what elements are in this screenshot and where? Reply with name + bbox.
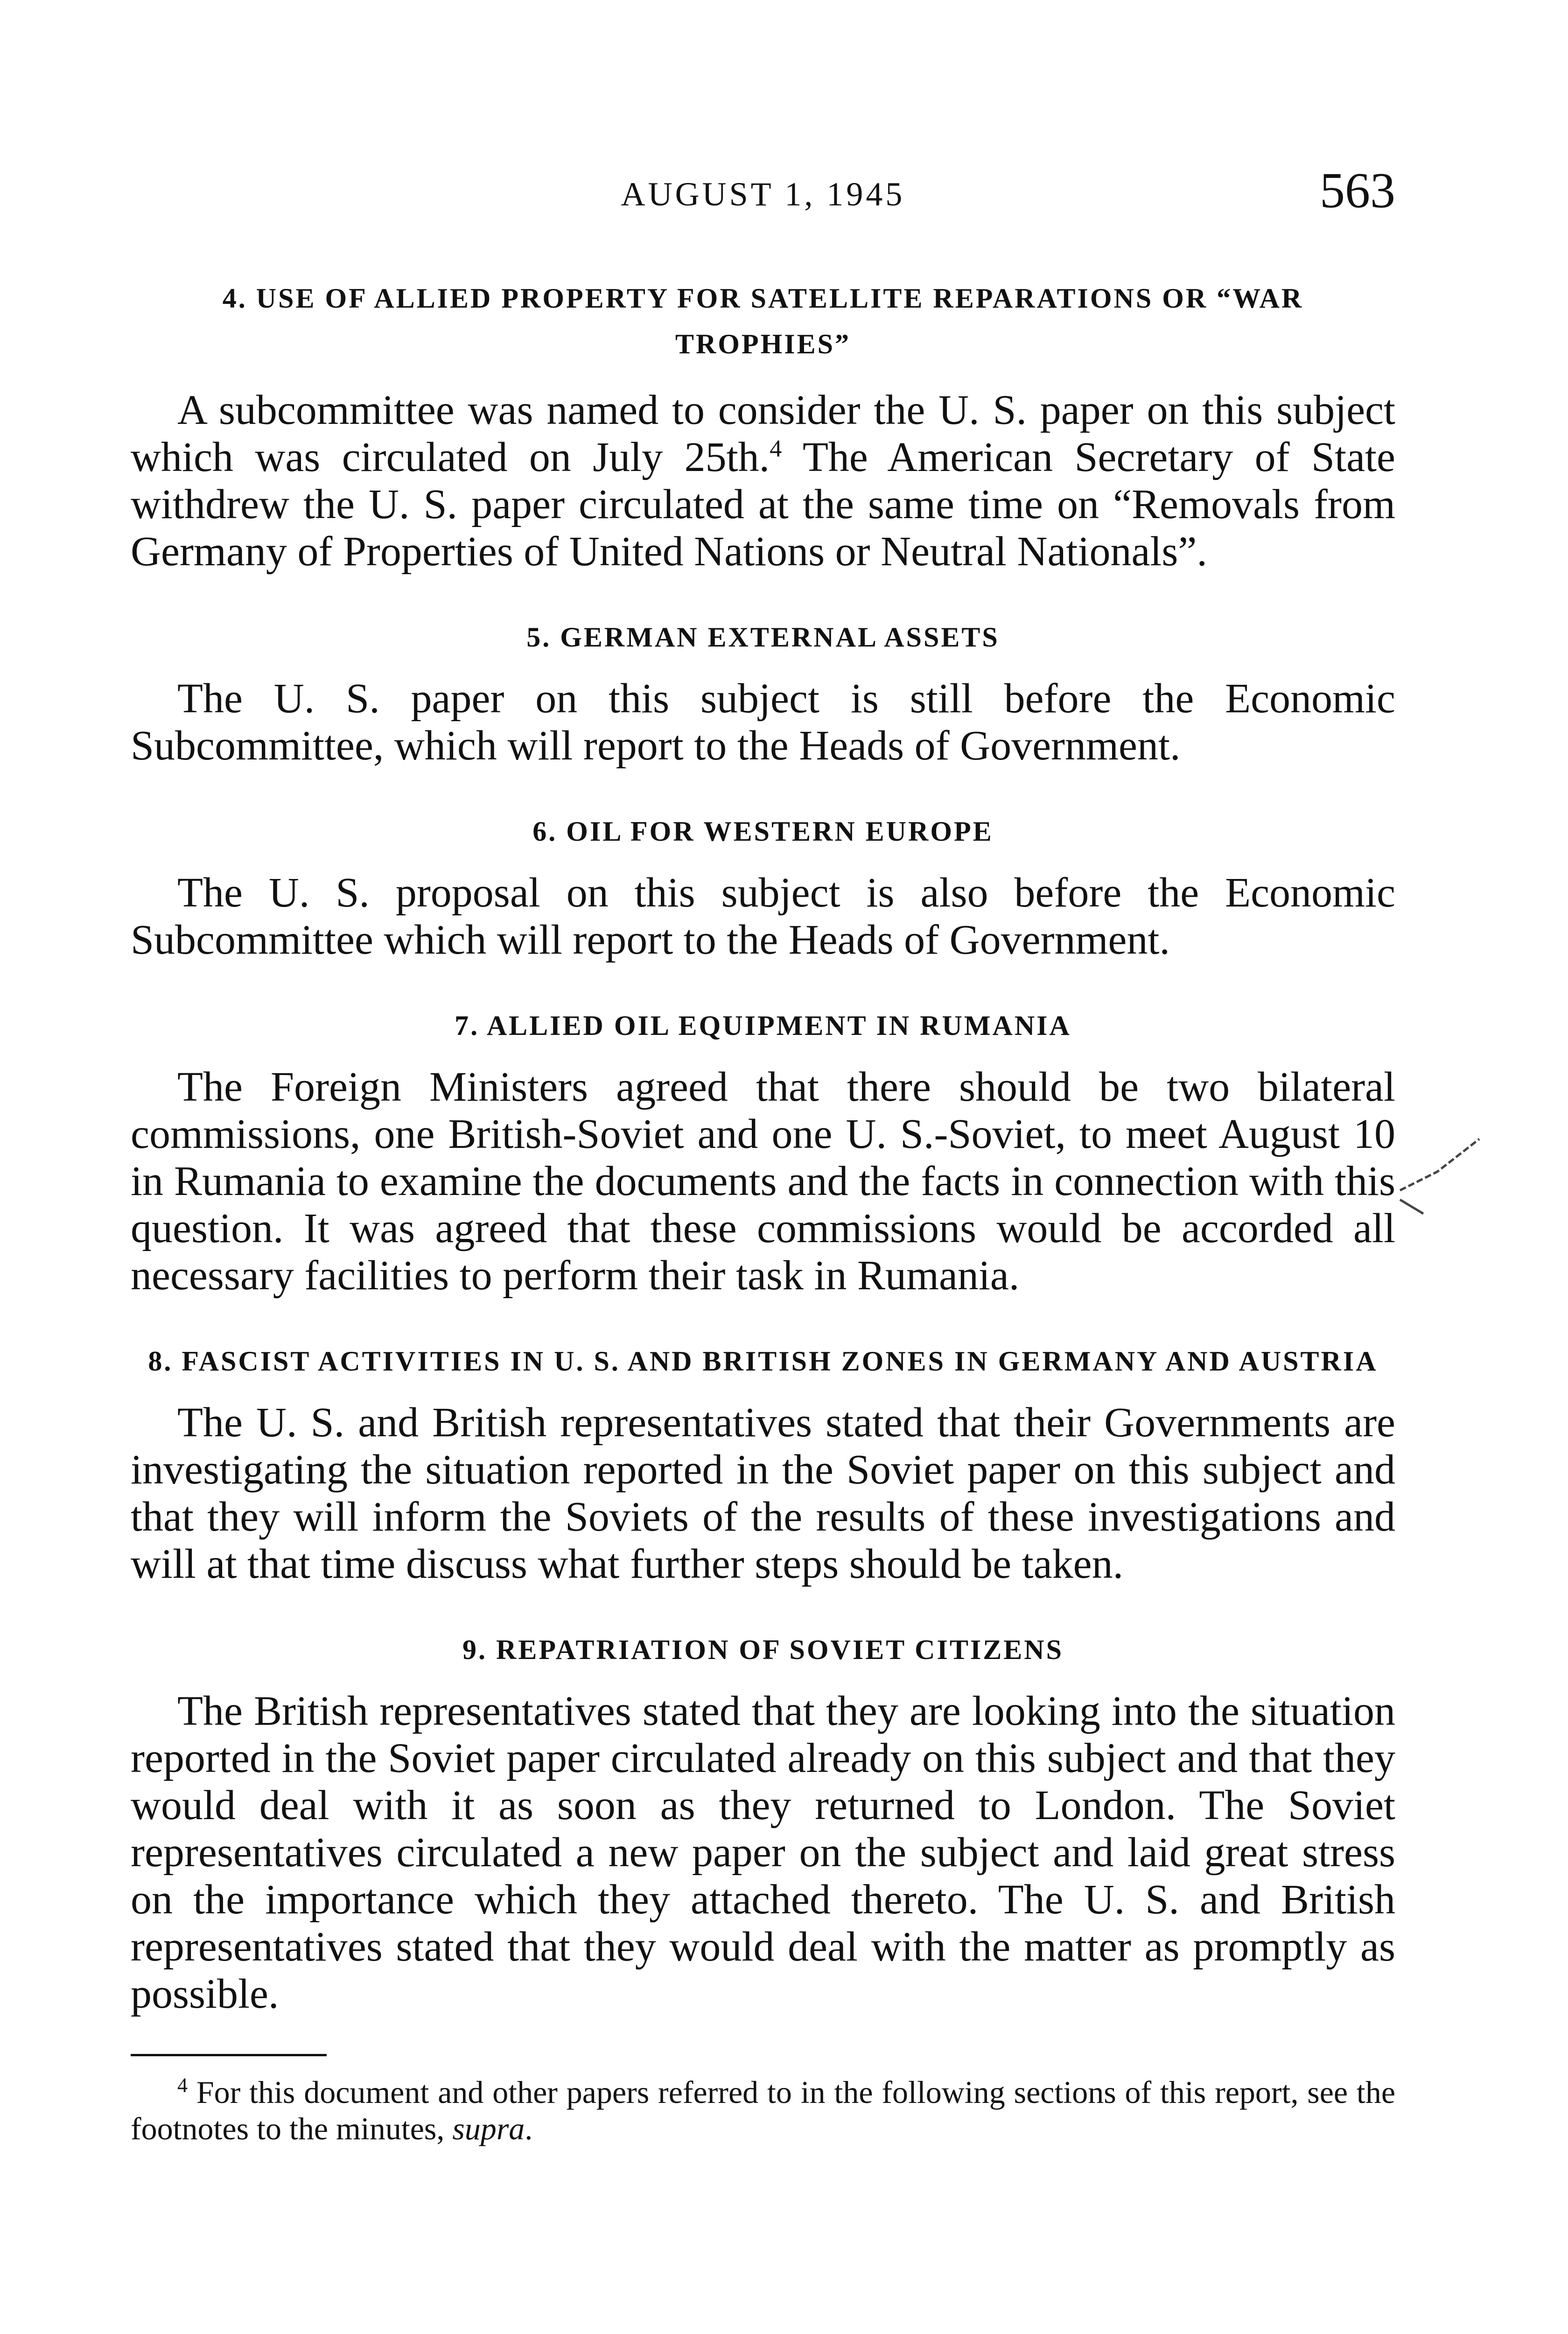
section-paragraph-8: The U. S. and British representatives stated that their Governments are investigating the situation reported in the Soviet paper on this subject and that they will inform the Soviets of the results of these investigations and will at that time discuss what further steps should be taken. — [131, 1399, 1395, 1587]
footnote-rule — [131, 2054, 327, 2056]
footnote-end: . — [525, 2111, 533, 2146]
pencil-margin-mark — [1395, 1130, 1489, 1232]
section-heading-8: 8. FASCIST ACTIVITIES IN U. S. AND BRITISH ZONES IN GERMANY AND AUSTRIA — [148, 1346, 1378, 1377]
footnote-italic: supra — [452, 2111, 525, 2146]
section-4-text-part-2: The American Secretary of State withdrew the U. S. paper circulated at the same time on “Removals from Germany of Properties of United Nations or Neutral Nationals”. — [131, 434, 1396, 575]
section-heading-7: 7. ALLIED OIL EQUIPMENT IN RUMANIA — [455, 1010, 1071, 1041]
pencil-stroke-upper — [1400, 1139, 1479, 1190]
running-head-date: AUGUST 1, 1945 — [621, 176, 905, 213]
section-heading-9: 9. REPATRIATION OF SOVIET CITIZENS — [462, 1634, 1064, 1665]
section-paragraph-4 — [131, 387, 1395, 575]
section-heading-5: 5. GERMAN EXTERNAL ASSETS — [526, 622, 1000, 653]
page-number: 563 — [1320, 163, 1395, 218]
footnote-text: For this document and other papers referred to in the following sections of this report, see the footnotes to the minutes, — [131, 2074, 1396, 2146]
section-heading-4: 4. USE OF ALLIED PROPERTY FOR SATELLITE REPARATIONS OR “WAR TROPHIES” — [222, 283, 1304, 359]
footnote — [131, 2074, 1395, 2147]
section-heading-6: 6. OIL FOR WESTERN EUROPE — [532, 816, 994, 847]
document-body — [131, 275, 1395, 2147]
section-paragraph-7: The Foreign Ministers agreed that there should be two bilateral commissions, one British-Soviet and one U. S.-Soviet, to meet August 10 in Rumania to examine the documents and the facts in connection with this question. It was agreed that these commissions would be accorded all necessary facilities to perform their task in Rumania. — [131, 1064, 1395, 1299]
pencil-stroke-lower — [1400, 1200, 1423, 1214]
section-4-text-part-1: A subcommittee was named to consider the U. S. paper on this subject which was circulated on July 25th. — [131, 387, 1395, 480]
running-head — [131, 0, 1395, 218]
footnote-reference: 4 — [770, 436, 782, 462]
section-paragraph-5: The U. S. paper on this subject is still before the Economic Subcommittee, which will report to the Heads of Government. — [131, 675, 1395, 769]
section-paragraph-6: The U. S. proposal on this subject is also before the Economic Subcommittee which will report to the Heads of Government. — [131, 870, 1395, 963]
section-paragraph-9: The British representatives stated that they are looking into the situation reported in the Soviet paper circulated already on this subject and that they would deal with it as soon as they returned to London. The Soviet representatives circulated a new paper on the subject and laid great stress on the importance which they attached thereto. The U. S. and British representatives stated that they would deal with the matter as promptly as possible. — [131, 1688, 1395, 2017]
footnote-marker: 4 — [177, 2074, 188, 2097]
